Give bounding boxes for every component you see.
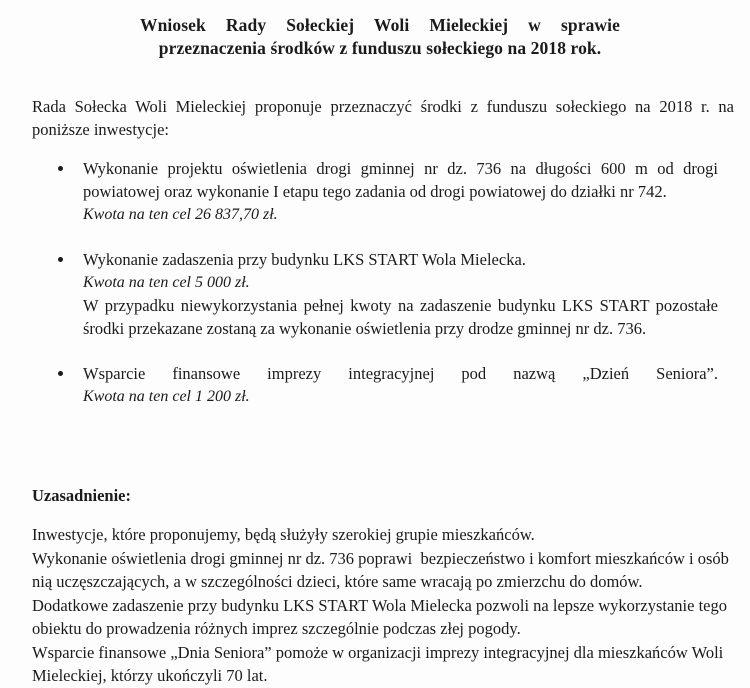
investment-amount: Kwota na ten cel 5 000 zł. bbox=[83, 274, 250, 291]
list-item bbox=[0, 157, 734, 226]
page-title bbox=[0, 0, 750, 60]
intro-paragraph: Rada Sołecka Woli Mieleckiej proponuje przeznaczyć środki z funduszu sołeckiego na 2018 r. na poniższe inwestycje: bbox=[32, 97, 734, 139]
justification-body bbox=[0, 507, 750, 688]
justification-heading: Uzasadnienie: bbox=[32, 486, 131, 505]
justification-line: Wsparcie finansowe „Dnia Seniora” pomoże w organizacji imprezy integracyjnej dla mieszkańców Woli Mieleckiej, którzy ukończyli 70 lat. bbox=[32, 642, 728, 685]
investment-amount: Kwota na ten cel 26 837,70 zł. bbox=[83, 206, 278, 223]
list-item bbox=[0, 362, 734, 408]
page-title-line-2: przeznaczenia środków z funduszu sołeckiego na 2018 rok. bbox=[158, 38, 602, 58]
bullet-dot-icon bbox=[58, 166, 63, 171]
justification-line: Inwestycje, które proponujemy, będą służyły szerokiej grupie mieszkańców. bbox=[32, 525, 535, 544]
investment-description: Wsparcie finansowe imprezy integracyjnej pod nazwą „Dzień Seniora”. bbox=[83, 364, 718, 383]
bullet-dot-icon bbox=[58, 371, 63, 376]
investment-note: W przypadku niewykorzystania pełnej kwoty na zadaszenie budynku LKS START pozostałe środki przekazane zostaną za wykonanie oświetlenia przy drodze gminnej nr dz. 736. bbox=[83, 296, 718, 338]
page-title-line-1: Wniosek Rady Sołeckiej Woli Mieleckiej w sprawie bbox=[140, 15, 620, 35]
investment-description: Wykonanie projektu oświetlenia drogi gminnej nr dz. 736 na długości 600 m od drogi powiatowej oraz wykonanie I etapu tego zadania od drogi powiatowej do działki nr 742. bbox=[83, 159, 718, 201]
investment-amount: Kwota na ten cel 1 200 zł. bbox=[83, 388, 250, 405]
proposed-investments-list bbox=[0, 141, 750, 408]
bullet-dot-icon bbox=[58, 257, 63, 262]
justification-line: Wykonanie oświetlenia drogi gminnej nr dz. 736 poprawi bezpieczeństwo i komfort mieszkańców i osób nią uczęszczających, a w szczególności dzieci, które same wracają po zmierzchu do domów. bbox=[32, 548, 733, 591]
list-item bbox=[0, 248, 734, 340]
investment-description: Wykonanie zadaszenia przy budynku LKS START Wola Mielecka. bbox=[83, 250, 526, 269]
justification-line: Dodatkowe zadaszenie przy budynku LKS START Wola Mielecka pozwoli na lepsze wykorzystanie tego obiektu do prowadzenia różnych imprez szczególnie podczas złej pogody. bbox=[32, 595, 732, 638]
